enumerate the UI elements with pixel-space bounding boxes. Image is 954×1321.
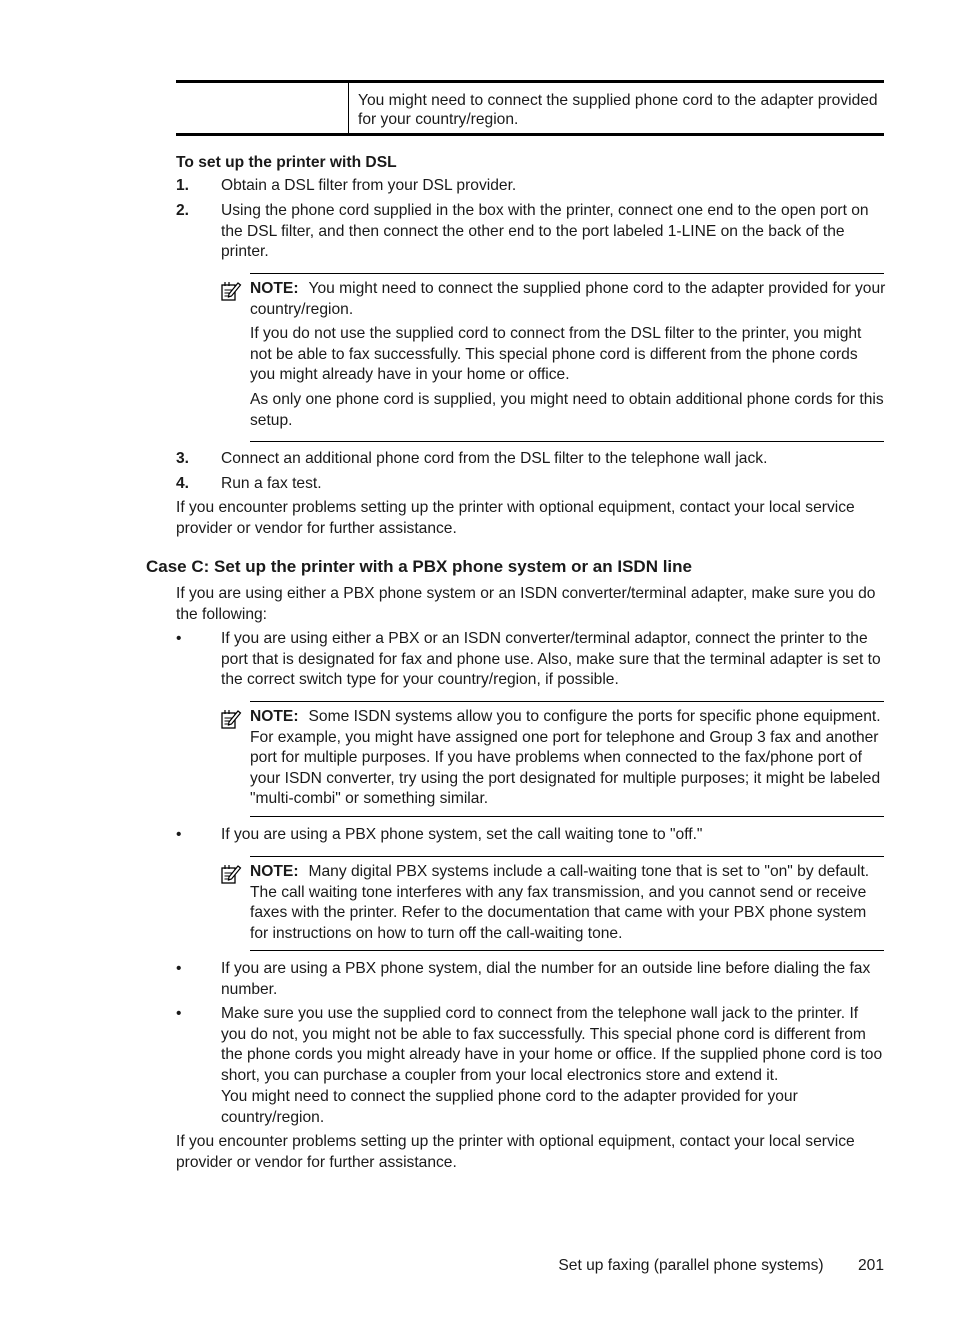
bullet-marker: • xyxy=(176,960,182,977)
note-label: NOTE: xyxy=(250,708,299,725)
bullet-marker: • xyxy=(176,1005,182,1022)
note-text: You might need to connect the supplied phone cord to the adapter provided for your country/region. xyxy=(250,280,886,318)
page-footer xyxy=(558,1256,884,1277)
step-number: 1. xyxy=(176,177,190,194)
bullet-marker: • xyxy=(176,630,182,647)
note-paragraph: If you do not use the supplied cord to connect from the DSL filter to the printer, you might not be able to fax successfully. This special phone cord is different from the phone cords you might already have in your home or office. xyxy=(250,325,862,384)
page-number: 201 xyxy=(857,1257,884,1274)
note-icon xyxy=(220,863,242,885)
step-number: 3. xyxy=(176,450,190,467)
step-number: 4. xyxy=(176,475,190,492)
note-bottom-rule xyxy=(250,950,884,951)
note-top-rule xyxy=(250,701,884,702)
dsl-heading: To set up the printer with DSL xyxy=(176,154,397,171)
section-heading: Case C: Set up the printer with a PBX phone system or an ISDN line xyxy=(146,557,692,576)
note-pbx xyxy=(250,862,886,948)
note-top-rule xyxy=(250,273,884,274)
step-number: 2. xyxy=(176,202,190,219)
note-icon xyxy=(220,280,242,302)
continued-table xyxy=(176,80,884,136)
step-text: Run a fax test. xyxy=(221,475,322,492)
bullet-text: Make sure you use the supplied cord to connect from the telephone wall jack to the printer. If you do not, you might not be able to fax successfully. This special phone cord is different from the phone cords you might already have in your home or office. If the supplied phone cord is too short, you can purchase a coupler from your local electronics store and extend it. xyxy=(221,1005,883,1084)
case-c-intro: If you are using either a PBX phone system or an ISDN converter/terminal adapter, make sure you do the following: xyxy=(176,585,876,623)
step-text: Connect an additional phone cord from the DSL filter to the telephone wall jack. xyxy=(221,450,768,467)
step-text: Obtain a DSL filter from your DSL provider. xyxy=(221,177,517,194)
bullet-text: If you are using a PBX phone system, set the call waiting tone to "off." xyxy=(221,826,703,843)
note-dsl xyxy=(250,279,886,435)
bullet-text: If you are using a PBX phone system, dial the number for an outside line before dialing the fax number. xyxy=(221,960,871,998)
table-cell: You might need to connect the supplied phone cord to the adapter provided for your country/region. xyxy=(358,92,878,128)
note-isdn xyxy=(250,707,886,814)
bullet-text-continued: You might need to connect the supplied phone cord to the adapter provided for your country/region. xyxy=(221,1088,798,1126)
note-text: Some ISDN systems allow you to configure the ports for specific phone equipment. For example, you might have assigned one port for telephone and Group 3 fax and another port for multiple purposes. If you have problems when connected to the fax/phone port of your ISDN converter, try using the port designated for multiple purposes; it might be labeled "multi-combi" or something similar. xyxy=(250,708,881,808)
note-bottom-rule xyxy=(250,816,884,817)
bullet-marker: • xyxy=(176,826,182,843)
note-top-rule xyxy=(250,856,884,857)
note-label: NOTE: xyxy=(250,863,299,880)
bullet-text: If you are using either a PBX or an ISDN converter/terminal adaptor, connect the printer to the port that is designated for fax and phone use. Also, make sure that the terminal adapter is set to the correct switch type for your country/region, if possible. xyxy=(221,630,881,689)
dsl-closing-paragraph: If you encounter problems setting up the printer with optional equipment, contact your local service provider or vendor for further assistance. xyxy=(176,499,855,537)
footer-section-title: Set up faxing (parallel phone systems) xyxy=(558,1257,824,1274)
note-text: Many digital PBX systems include a call-waiting tone that is set to "on" by default. The call waiting tone interferes with any fax transmission, and you cannot send or receive faxes with the printer. Refer to the documentation that came with your PBX phone system for instructions on how to turn off the call-waiting tone. xyxy=(250,863,870,942)
case-c-closing-paragraph: If you encounter problems setting up the printer with optional equipment, contact your local service provider or vendor for further assistance. xyxy=(176,1133,855,1171)
note-icon xyxy=(220,708,242,730)
note-paragraph: As only one phone cord is supplied, you might need to obtain additional phone cords for this setup. xyxy=(250,390,884,429)
table-divider xyxy=(348,83,349,133)
note-label: NOTE: xyxy=(250,280,299,297)
step-text: Using the phone cord supplied in the box with the printer, connect one end to the open port on the DSL filter, and then connect the other end to the port labeled 1-LINE on the back of the printer. xyxy=(221,202,869,261)
note-bottom-rule xyxy=(250,441,884,442)
